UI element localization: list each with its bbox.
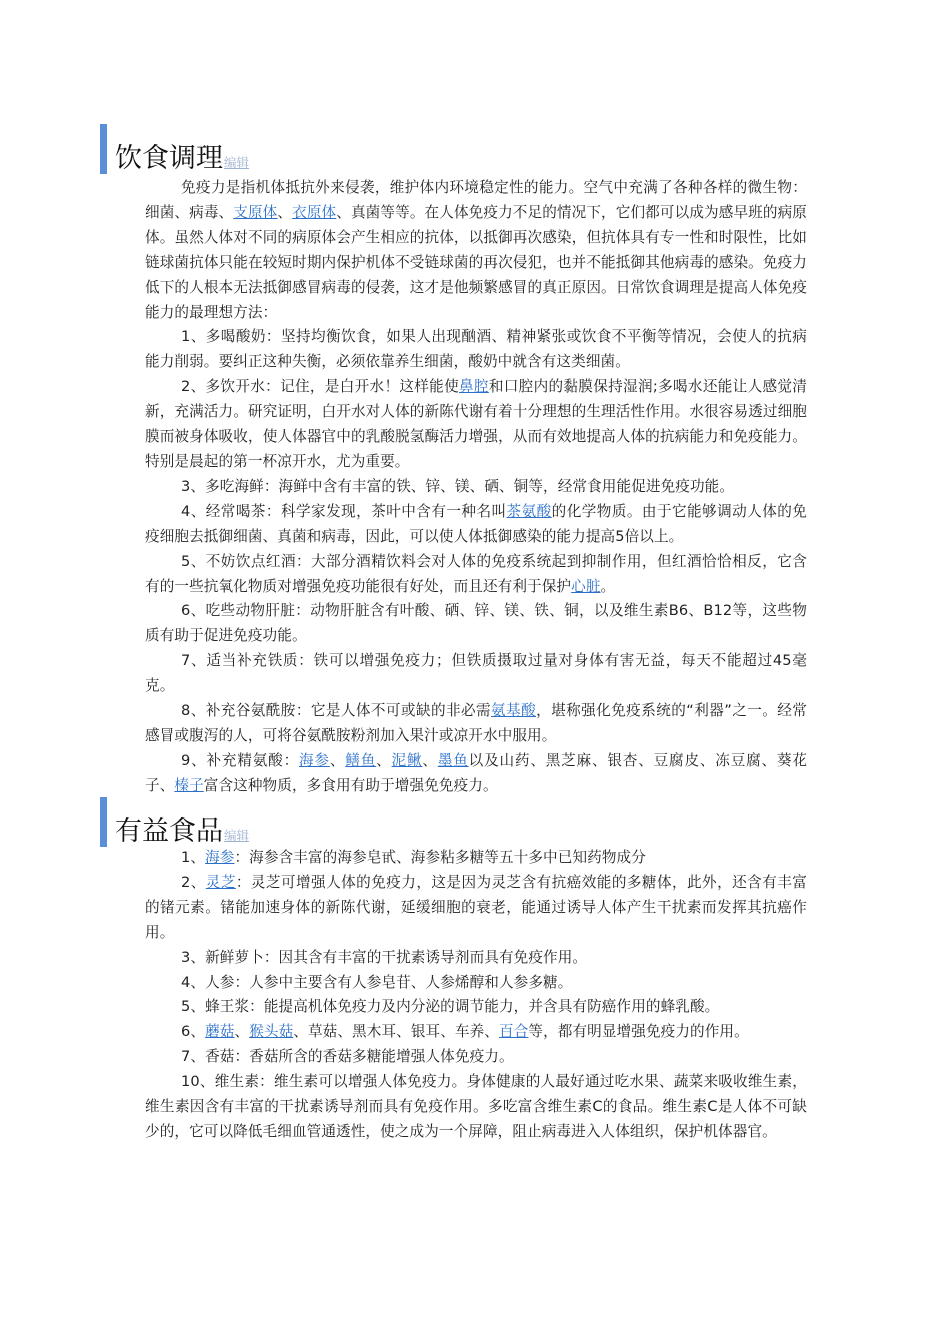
inline-link[interactable]: 茶氨酸	[506, 502, 552, 520]
inline-link[interactable]: 鳝鱼	[345, 751, 377, 769]
inline-link[interactable]: 鼻腔	[459, 378, 489, 396]
paragraph: 免疫力是指机体抵抗外来侵袭，维护体内环境稳定性的能力。空气中充满了各种各样的微生物：细菌、病毒、支原体、衣原体、真菌等等。在人体免疫力不足的情况下，它们都可以成为感早班的病原体。虽然人体对不同的病原体会产生相应的抗体，以抵御再次感染，但抗体具有专一性和时限性，比如链球菌抗体只能在较短时期内保护机体不受链球菌的再次侵犯，也并不能抵御其他病毒的感染。免疫力低下的人根本无法抵御感冒病毒的侵袭，这才是他频繁感冒的真正原因。日常饮食调理是提高人体免疫能力的最理想方法：	[145, 179, 807, 321]
list-item: 2、灵芝：灵芝可增强人体的免疫力，这是因为灵芝含有抗癌效能的多糖体，此外，还含有丰富的锗元素。锗能加速身体的新陈代谢，延缓细胞的衰老，能通过诱导人体产生干扰素而发挥其抗癌作用。	[145, 873, 807, 941]
list-item: 1、海参：海参含丰富的海参皂甙、海参粘多糖等五十多中已知药物成分	[181, 849, 646, 866]
inline-link[interactable]: 墨鱼	[437, 751, 469, 769]
list-item: 5、不妨饮点红酒：大部分酒精饮料会对人体的免疫系统起到抑制作用，但红酒恰恰相反，它含有的一些抗氧化物质对增强免疫功能很有好处，而且还有利于保护心脏。	[145, 552, 807, 595]
list-item: 2、多饮开水：记住，是白开水！这样能使鼻腔和口腔内的黏膜保持湿润;多喝水还能让人感觉清新，充满活力。研究证明，白开水对人体的新陈代谢有着十分理想的生理活性作用。水很容易透过细胞膜而被身体吸收，使人体器官中的乳酸脱氢酶活力增强，从而有效地提高人体的抗病能力和免疫能力。特别是晨起的第一杯凉开水，尤为重要。	[145, 378, 808, 470]
list-item: 6、吃些动物肝脏：动物肝脏含有叶酸、硒、锌、镁、铁、铜，以及维生素B6、B12等，这些物质有助于促进免疫功能。	[145, 602, 807, 645]
list-item: 10、维生素：维生素可以增强人体免疫力。身体健康的人最好通过吃水果、蔬菜来吸收维生素，维生素因含有丰富的干扰素诱导剂而具有免疫作用。多吃富含维生素C的食品。维生素C是人体不可缺少的，它可以降低毛细血管通透性，使之成为一个屏障，阻止病毒进入人体组织，保护机体器官。	[145, 1073, 807, 1140]
section-body-foods	[145, 846, 807, 1145]
section-title: 饮食调理	[115, 142, 223, 174]
list-item: 9、补充精氨酸：海参、鳝鱼、泥鳅、墨鱼以及山药、黑芝麻、银杏、豆腐皮、冻豆腐、葵花子、榛子富含这种物质，多食用有助于增强免免疫力。	[145, 751, 808, 794]
inline-link[interactable]: 榛子	[174, 776, 204, 794]
list-item: 8、补充谷氨酰胺：它是人体不可或缺的非必需氨基酸，堪称强化免疫系统的“利器”之一。经常感冒或腹泻的人，可将谷氨酰胺粉剂加入果汁或凉开水中服用。	[145, 702, 807, 744]
inline-link[interactable]: 灵芝	[205, 873, 236, 891]
edit-link[interactable]: 编辑	[224, 828, 250, 843]
inline-link[interactable]: 支原体	[233, 203, 278, 221]
list-item: 4、人参：人参中主要含有人参皂苷、人参烯醇和人参多糖。	[181, 973, 573, 991]
list-item: 3、新鲜萝卜：因其含有丰富的干扰素诱导剂而具有免疫作用。	[181, 948, 588, 966]
inline-link[interactable]: 海参	[205, 849, 235, 866]
inline-link[interactable]: 蘑菇	[205, 1023, 235, 1041]
list-item: 6、蘑菇、猴头菇、草菇、黑木耳、银耳、车养、百合等，都有明显增强免疫力的作用。	[181, 1023, 749, 1041]
inline-link[interactable]: 泥鳅	[391, 751, 423, 769]
list-item: 7、香菇：香菇所含的香菇多糖能增强人体免疫力。	[181, 1048, 514, 1066]
section-heading-foods	[100, 797, 249, 847]
list-item: 3、多吃海鲜：海鲜中含有丰富的铁、锌、镁、硒、铜等，经常食用能促进免疫功能。	[181, 477, 735, 495]
list-item: 5、蜂王浆：能提高机体免疫力及内分泌的调节能力，并含具有防癌作用的蜂乳酸。	[181, 998, 720, 1016]
inline-link[interactable]: 海参	[299, 751, 330, 769]
inline-link[interactable]: 百合	[499, 1023, 529, 1041]
list-item: 4、经常喝茶：科学家发现，茶叶中含有一种名叫茶氨酸的化学物质。由于它能够调动人体的免疫细胞去抵御细菌、真菌和病毒，因此，可以使人体抵御感染的能力提高5倍以上。	[145, 502, 807, 545]
section-title: 有益食品	[115, 815, 223, 847]
section-heading-diet	[100, 124, 249, 174]
inline-link[interactable]: 氨基酸	[491, 702, 537, 720]
edit-link[interactable]: 编辑	[224, 155, 250, 170]
list-item: 7、适当补充铁质：铁可以增强免疫力；但铁质摄取过量对身体有害无益，每天不能超过45毫克。	[145, 652, 807, 695]
inline-link[interactable]: 猴头菇	[249, 1023, 294, 1041]
section-body-diet	[145, 176, 807, 799]
inline-link[interactable]: 衣原体	[292, 203, 337, 221]
inline-link[interactable]: 心脏	[571, 577, 601, 595]
list-item: 1、多喝酸奶：坚持均衡饮食，如果人出现酗酒、精神紧张或饮食不平衡等情况，会使人的抗病能力削弱。要纠正这种失衡，必须依靠养生细菌，酸奶中就含有这类细菌。	[145, 328, 807, 371]
